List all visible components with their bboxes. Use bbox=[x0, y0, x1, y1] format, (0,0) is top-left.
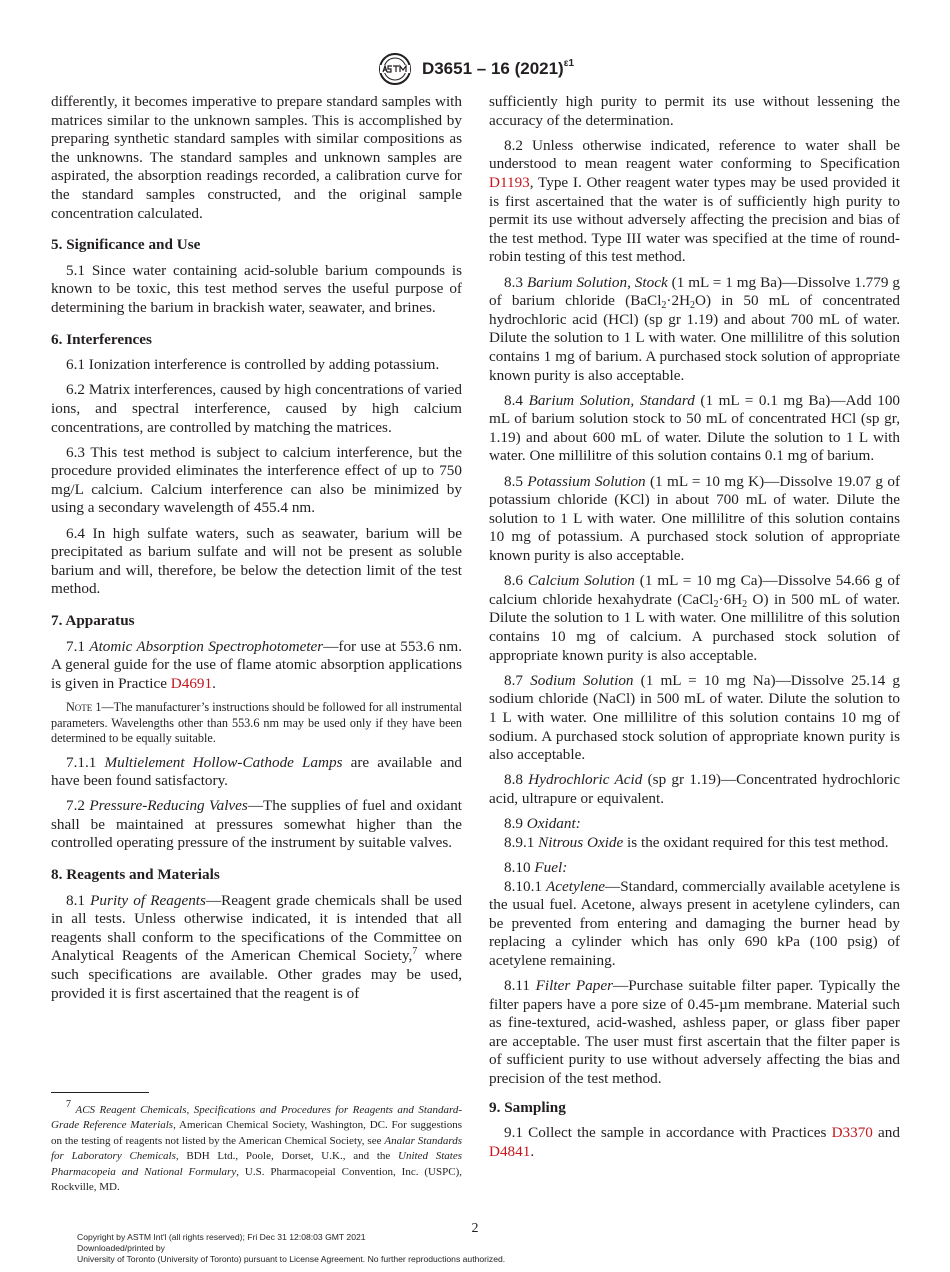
section-6-heading: 6. Interferences bbox=[51, 330, 152, 348]
para-8-1: 8.1 Purity of Reagents—Reagent grade chemicals shall be used in all tests. Unless otherwise indicated, it is intended that all reagents shall conform to the specifications of the Committee on Analytical Reagents of the American Chemical Society,$^7$ where such specifications are available. Other grades may be used, provided it is first ascertained that the reagent is of bbox=[51, 891, 463, 1002]
link-d1193[interactable]: D1193 bbox=[489, 173, 530, 191]
para-7-1: 7.1 Atomic Absorption Spectrophotometer—for use at 553.6 nm. A general guide for the use of flame atomic absorption applications is given in Practice D4691. bbox=[51, 637, 462, 692]
para-7-1-1: 7.1.1 Multielement Hollow-Cathode Lamps are available and have been found satisfactory. bbox=[51, 753, 463, 790]
para-6-3: 6.3 This test method is subject to calcium interference, but the procedure provided eliminates the interference effect of up to 750 mg/L calcium. Calcium interference can also be minimized by using a secondary wavelength of 455.4 nm. bbox=[51, 443, 462, 517]
page-number: 2 bbox=[471, 1221, 479, 1236]
left-column bbox=[51, 93, 462, 1010]
link-d4691[interactable]: D4691 bbox=[170, 674, 213, 692]
para-8-8: 8.8 Hydrochloric Acid (sp gr 1.19)—Concentrated hydrochloric acid, ultrapure or equivalent. bbox=[489, 771, 900, 807]
link-d4841[interactable]: D4841 bbox=[489, 1142, 531, 1160]
para-8-11: 8.11 Filter Paper—Purchase suitable filter paper. Typically the filter papers have a pore size of 0.45-µm membrane. Material such as fine-textured, acid-washed, ashless paper, or glass fiber paper are acceptable. The user must first ascertain that the filter paper is of sufficient purity to use without adversely affecting the bias and precision of the test method. bbox=[489, 977, 901, 1088]
para-6-1: 6.1 Ionization interference is controlled by adding potassium. bbox=[66, 356, 440, 374]
intro-paragraph: differently, it becomes imperative to prepare standard samples with matrices similar to the unknown samples. This is accomplished by preparing synthetic standard samples with similar compositions as the unknowns. The standard samples and unknown samples are aspirated, the absorption readings recorded, a calibration curve for the standard samples constructed, and the original sample concentration calculated. bbox=[51, 93, 462, 222]
link-d3370[interactable]: D3370 bbox=[831, 1124, 873, 1142]
para-8-5: 8.5 Potassium Solution (1 mL = 10 mg K)—Dissolve 19.07 g of potassium chloride (KCl) in about 700 mL of water. Dilute the solution to 1 L with water. One millilitre of this solution contains 10 mg of potassium. A purchased stock solution of appropriate known purity is also acceptable. bbox=[489, 472, 901, 565]
para-5-1: 5.1 Since water containing acid-soluble barium compounds is known to be toxic, this test method serves the useful purpose of determining the barium in brackish water, seawater, and brines. bbox=[51, 261, 462, 316]
para-8-10: 8.10 Fuel: bbox=[504, 858, 568, 876]
para-8-10-1: 8.10.1 Acetylene—Standard, commercially available acetylene is the usual fuel. Acetone, always present in acetylene cylinders, can be prevented from entering and damaging the burner head by replacing a cylinder which has only 690 kPa (100 psig) of acetylene remaining. bbox=[489, 877, 900, 969]
astm-logo-icon bbox=[376, 52, 414, 86]
footer-line-3: University of Toronto (University of Toronto) pursuant to License Agreement. No further reproductions authorized. bbox=[77, 1254, 506, 1264]
para-8-9-1: 8.9.1 Nitrous Oxide is the oxidant required for this test method. bbox=[504, 833, 889, 851]
para-6-2: 6.2 Matrix interferences, caused by high concentrations of varied ions, and spectral interference, caused by high calcium concentrations, are controlled by matching the matrices. bbox=[51, 381, 462, 436]
footnote-7: $^7$ ACS Reagent Chemicals, Specifications and Procedures for Reagents and Standard-Grade Reference Materials, American Chemical Society, Washington, DC. For suggestions on the testing of reagents not listed by the American Chemical Society, see Analar Standards for Laboratory Chemicals, BDH Ltd., Poole, Dorset, U.K., and the United States Pharmacopeia and National Formulary, U.S. Pharmacopeial Convention, Inc. (USPC), Rockville, MD. bbox=[51, 1099, 463, 1194]
para-8-9: 8.9 Oxidant: bbox=[504, 815, 581, 833]
right-column bbox=[489, 93, 900, 1168]
para-6-4: 6.4 In high sulfate waters, such as seawater, barium will be precipitated as barium sulfate and will not be present as soluble barium and will, therefore, be below the detection limit of the test method. bbox=[51, 524, 462, 598]
para-7-2: 7.2 Pressure-Reducing Valves—The supplies of fuel and oxidant shall be maintained at pressures somewhat higher than the controlled operating pressure of the instrument by suitable valves. bbox=[51, 797, 463, 852]
para-9-1: 9.1 Collect the sample in accordance with Practices D3370 and D4841. bbox=[489, 1124, 900, 1160]
para-8-4: 8.4 Barium Solution, Standard (1 mL = 0.1 mg Ba)—Add 100 mL of barium solution stock to 50 mL of concentrated HCl (sp gr, 1.19) and about 600 mL of water. Dilute the solution to 1 L with water. One millilitre of this solution contains 0.1 mg of barium. bbox=[489, 391, 901, 465]
section-8-heading: 8. Reagents and Materials bbox=[51, 866, 220, 884]
page-header bbox=[0, 52, 950, 86]
document-designation: D3651 – 16 $(2021)^{\varepsilon 1}$ bbox=[421, 58, 575, 78]
copyright-footer bbox=[77, 1232, 505, 1265]
footnote-rule bbox=[51, 1092, 149, 1093]
section-9-heading: 9. Sampling bbox=[489, 1098, 566, 1116]
section-5-heading: 5. Significance and Use bbox=[51, 236, 201, 254]
para-8-1-continued: sufficiently high purity to permit its use without lessening the accuracy of the determination. bbox=[489, 93, 900, 129]
footer-line-2: Downloaded/printed by bbox=[77, 1243, 165, 1253]
para-8-3: 8.3 Barium Solution, Stock (1 mL = 1 mg Ba)—Dissolve 1.779 g of barium chloride $(BaCl_2\cdot 2H_2O)$ in 50 mL of concentrated hydrochloric acid (HCl) (sp gr 1.19) and about 700 mL of water. Dilute the solution to 1 L with water. One millilitre of this solution contains 1 mg of barium. A purchased stock solution of appropriate known purity is also acceptable. bbox=[489, 273, 900, 384]
para-8-6: 8.6 Calcium Solution (1 mL = 10 mg Ca)—Dissolve 54.66 g of calcium chloride hexahydrate ($CaCl_2\cdot 6H_2$ O) in 500 mL of water. Dilute the solution to 1 L with water. One millilitre of this solution contains 10 mg of calcium. A purchased stock solution of appropriate known purity is also acceptable. bbox=[489, 572, 901, 664]
para-8-7: 8.7 Sodium Solution (1 mL = 10 mg Na)—Dissolve 25.14 g sodium chloride (NaCl) in 500 mL of water. Dilute the solution to 1 L with water. One millilitre of this solution contains 10 mg of sodium. A purchased stock solution of appropriate known purity is also acceptable. bbox=[489, 671, 901, 764]
section-7-heading: 7. Apparatus bbox=[51, 612, 135, 630]
para-8-2: 8.2 Unless otherwise indicated, reference to water shall be understood to mean reagent water conforming to Specification D1193, Type I. Other reagent water types may be used provided it is first ascertained that the water is of sufficiently high purity to permit its use without adversely affecting the precision and bias of the test method. Type III water was specified at the time of round-robin testing of this test method. bbox=[489, 136, 900, 266]
footer-line-1: Copyright by ASTM Int'l (all rights reserved); Fri Dec 31 12:08:03 GMT 2021 bbox=[77, 1232, 366, 1242]
note-1: Note 1—The manufacturer’s instructions should be followed for all instrumental parameters. Wavelengths other than 553.6 nm may be used only if they have been determined to be equally suitable. bbox=[51, 700, 463, 745]
footnote-ref-7: 7 bbox=[412, 946, 418, 958]
